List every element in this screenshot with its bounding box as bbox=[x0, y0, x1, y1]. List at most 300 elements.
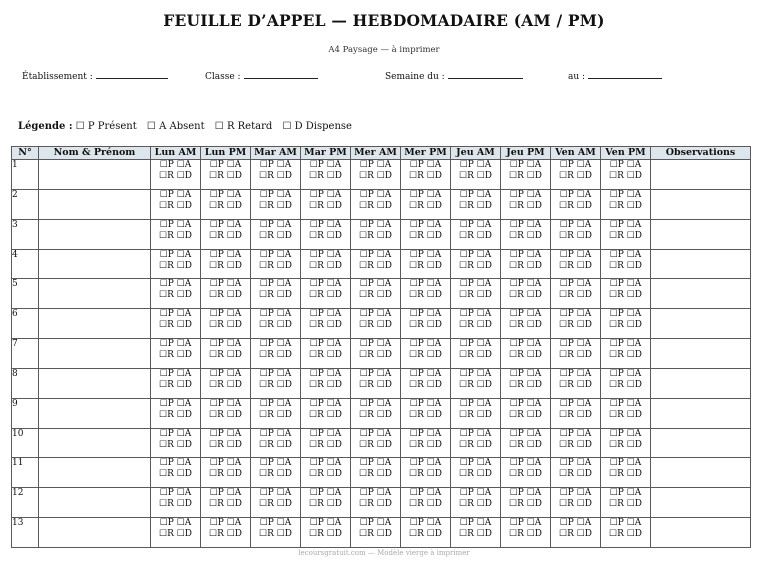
checkbox-line-pa[interactable]: ☐P ☐A bbox=[609, 398, 642, 409]
checkbox-line-pa[interactable]: ☐P ☐A bbox=[609, 458, 642, 469]
attendance-cell-mar-pm[interactable] bbox=[301, 488, 351, 518]
checkbox-line-pa[interactable]: ☐P ☐A bbox=[409, 279, 442, 290]
checkbox-line-rd[interactable]: ☐R ☐D bbox=[259, 409, 292, 420]
attendance-cell-mar-pm[interactable] bbox=[301, 458, 351, 488]
attendance-cell-ven-am[interactable] bbox=[551, 309, 601, 339]
checkbox-line-rd[interactable]: ☐R ☐D bbox=[359, 230, 392, 241]
checkbox-line-pa[interactable]: ☐P ☐A bbox=[359, 458, 392, 469]
checkbox-line-pa[interactable]: ☐P ☐A bbox=[409, 189, 442, 200]
checkbox-line-rd[interactable]: ☐R ☐D bbox=[159, 350, 192, 361]
checkbox-line-pa[interactable]: ☐P ☐A bbox=[259, 309, 292, 320]
attendance-cell-ven-pm[interactable] bbox=[601, 398, 651, 428]
attendance-cell-ven-pm[interactable] bbox=[601, 368, 651, 398]
checkbox-line-rd[interactable]: ☐R ☐D bbox=[309, 439, 342, 450]
attendance-cell-lun-am[interactable] bbox=[151, 279, 201, 309]
checkbox-line-rd[interactable]: ☐R ☐D bbox=[359, 469, 392, 480]
checkbox-line-pa[interactable]: ☐P ☐A bbox=[559, 249, 592, 260]
checkbox-line-pa[interactable]: ☐P ☐A bbox=[509, 428, 542, 439]
checkbox-line-rd[interactable]: ☐R ☐D bbox=[459, 171, 492, 181]
attendance-cell-mer-pm[interactable] bbox=[401, 279, 451, 309]
checkbox-line-rd[interactable]: ☐R ☐D bbox=[159, 439, 192, 450]
checkbox-line-rd[interactable]: ☐R ☐D bbox=[309, 200, 342, 211]
checkbox-line-rd[interactable]: ☐R ☐D bbox=[559, 499, 592, 510]
attendance-cell-jeu-am[interactable] bbox=[451, 428, 501, 458]
checkbox-line-rd[interactable]: ☐R ☐D bbox=[159, 529, 192, 540]
checkbox-line-rd[interactable]: ☐R ☐D bbox=[459, 469, 492, 480]
checkbox-line-pa[interactable]: ☐P ☐A bbox=[509, 279, 542, 290]
checkbox-line-pa[interactable]: ☐P ☐A bbox=[159, 339, 192, 350]
checkbox-line-pa[interactable]: ☐P ☐A bbox=[359, 189, 392, 200]
checkbox-line-rd[interactable]: ☐R ☐D bbox=[609, 320, 642, 331]
checkbox-line-pa[interactable]: ☐P ☐A bbox=[509, 160, 542, 170]
checkbox-line-pa[interactable]: ☐P ☐A bbox=[409, 339, 442, 350]
checkbox-line-rd[interactable]: ☐R ☐D bbox=[359, 439, 392, 450]
attendance-cell-mer-am[interactable] bbox=[351, 488, 401, 518]
checkbox-line-pa[interactable]: ☐P ☐A bbox=[509, 458, 542, 469]
checkbox-line-pa[interactable]: ☐P ☐A bbox=[559, 368, 592, 379]
checkbox-line-rd[interactable]: ☐R ☐D bbox=[359, 529, 392, 540]
attendance-cell-jeu-am[interactable] bbox=[451, 249, 501, 279]
attendance-cell-jeu-am[interactable] bbox=[451, 458, 501, 488]
attendance-cell-ven-pm[interactable] bbox=[601, 488, 651, 518]
checkbox-line-pa[interactable]: ☐P ☐A bbox=[309, 189, 342, 200]
attendance-cell-mer-am[interactable] bbox=[351, 458, 401, 488]
checkbox-line-pa[interactable]: ☐P ☐A bbox=[359, 428, 392, 439]
checkbox-line-rd[interactable]: ☐R ☐D bbox=[159, 320, 192, 331]
attendance-cell-mar-am[interactable] bbox=[251, 368, 301, 398]
attendance-cell-mer-am[interactable] bbox=[351, 309, 401, 339]
checkbox-line-pa[interactable]: ☐P ☐A bbox=[309, 398, 342, 409]
checkbox-line-pa[interactable]: ☐P ☐A bbox=[609, 339, 642, 350]
checkbox-line-pa[interactable]: ☐P ☐A bbox=[209, 398, 242, 409]
checkbox-line-rd[interactable]: ☐R ☐D bbox=[309, 171, 342, 181]
checkbox-line-pa[interactable]: ☐P ☐A bbox=[159, 219, 192, 230]
attendance-cell-ven-am[interactable] bbox=[551, 518, 601, 548]
checkbox-line-pa[interactable]: ☐P ☐A bbox=[459, 398, 492, 409]
checkbox-line-rd[interactable]: ☐R ☐D bbox=[259, 320, 292, 331]
attendance-cell-mer-am[interactable] bbox=[351, 279, 401, 309]
checkbox-line-pa[interactable]: ☐P ☐A bbox=[259, 249, 292, 260]
checkbox-line-rd[interactable]: ☐R ☐D bbox=[459, 290, 492, 301]
checkbox-line-rd[interactable]: ☐R ☐D bbox=[459, 260, 492, 271]
attendance-cell-jeu-am[interactable] bbox=[451, 368, 501, 398]
attendance-cell-jeu-pm[interactable] bbox=[501, 428, 551, 458]
attendance-cell-ven-pm[interactable] bbox=[601, 249, 651, 279]
checkbox-line-pa[interactable]: ☐P ☐A bbox=[409, 398, 442, 409]
attendance-cell-jeu-pm[interactable] bbox=[501, 249, 551, 279]
attendance-cell-mer-am[interactable] bbox=[351, 518, 401, 548]
attendance-cell-mer-am[interactable] bbox=[351, 219, 401, 249]
attendance-cell-jeu-pm[interactable] bbox=[501, 339, 551, 369]
checkbox-line-pa[interactable]: ☐P ☐A bbox=[359, 309, 392, 320]
attendance-cell-mer-pm[interactable] bbox=[401, 160, 451, 190]
checkbox-line-pa[interactable]: ☐P ☐A bbox=[159, 279, 192, 290]
attendance-cell-jeu-am[interactable] bbox=[451, 518, 501, 548]
checkbox-line-pa[interactable]: ☐P ☐A bbox=[259, 339, 292, 350]
checkbox-line-pa[interactable]: ☐P ☐A bbox=[609, 189, 642, 200]
checkbox-line-rd[interactable]: ☐R ☐D bbox=[359, 379, 392, 390]
checkbox-line-pa[interactable]: ☐P ☐A bbox=[609, 219, 642, 230]
checkbox-line-pa[interactable]: ☐P ☐A bbox=[509, 339, 542, 350]
checkbox-line-rd[interactable]: ☐R ☐D bbox=[609, 499, 642, 510]
checkbox-line-pa[interactable]: ☐P ☐A bbox=[209, 518, 242, 529]
attendance-cell-mer-pm[interactable] bbox=[401, 189, 451, 219]
checkbox-line-rd[interactable]: ☐R ☐D bbox=[609, 200, 642, 211]
attendance-cell-mar-am[interactable] bbox=[251, 309, 301, 339]
attendance-cell-jeu-am[interactable] bbox=[451, 309, 501, 339]
checkbox-line-pa[interactable]: ☐P ☐A bbox=[259, 458, 292, 469]
attendance-cell-ven-am[interactable] bbox=[551, 339, 601, 369]
checkbox-line-rd[interactable]: ☐R ☐D bbox=[509, 260, 542, 271]
attendance-cell-lun-am[interactable] bbox=[151, 398, 201, 428]
attendance-cell-mar-pm[interactable] bbox=[301, 339, 351, 369]
checkbox-line-rd[interactable]: ☐R ☐D bbox=[509, 320, 542, 331]
checkbox-line-rd[interactable]: ☐R ☐D bbox=[559, 379, 592, 390]
attendance-cell-jeu-am[interactable] bbox=[451, 279, 501, 309]
checkbox-line-rd[interactable]: ☐R ☐D bbox=[509, 499, 542, 510]
attendance-cell-ven-am[interactable] bbox=[551, 428, 601, 458]
checkbox-line-pa[interactable]: ☐P ☐A bbox=[459, 249, 492, 260]
checkbox-line-pa[interactable]: ☐P ☐A bbox=[559, 309, 592, 320]
attendance-cell-mer-pm[interactable] bbox=[401, 488, 451, 518]
checkbox-line-pa[interactable]: ☐P ☐A bbox=[159, 160, 192, 170]
checkbox-line-rd[interactable]: ☐R ☐D bbox=[409, 379, 442, 390]
attendance-cell-mer-am[interactable] bbox=[351, 339, 401, 369]
checkbox-line-pa[interactable]: ☐P ☐A bbox=[459, 160, 492, 170]
checkbox-line-rd[interactable]: ☐R ☐D bbox=[309, 469, 342, 480]
checkbox-line-rd[interactable]: ☐R ☐D bbox=[609, 469, 642, 480]
checkbox-line-pa[interactable]: ☐P ☐A bbox=[309, 518, 342, 529]
checkbox-line-rd[interactable]: ☐R ☐D bbox=[409, 439, 442, 450]
attendance-cell-jeu-am[interactable] bbox=[451, 219, 501, 249]
attendance-cell-ven-am[interactable] bbox=[551, 368, 601, 398]
checkbox-line-rd[interactable]: ☐R ☐D bbox=[609, 260, 642, 271]
checkbox-line-rd[interactable]: ☐R ☐D bbox=[609, 171, 642, 181]
checkbox-line-rd[interactable]: ☐R ☐D bbox=[609, 290, 642, 301]
checkbox-line-rd[interactable]: ☐R ☐D bbox=[359, 320, 392, 331]
checkbox-line-pa[interactable]: ☐P ☐A bbox=[409, 428, 442, 439]
attendance-cell-lun-am[interactable] bbox=[151, 309, 201, 339]
checkbox-line-pa[interactable]: ☐P ☐A bbox=[159, 368, 192, 379]
checkbox-line-rd[interactable]: ☐R ☐D bbox=[209, 469, 242, 480]
checkbox-line-rd[interactable]: ☐R ☐D bbox=[159, 379, 192, 390]
attendance-cell-lun-pm[interactable] bbox=[201, 398, 251, 428]
attendance-cell-lun-pm[interactable] bbox=[201, 339, 251, 369]
checkbox-line-rd[interactable]: ☐R ☐D bbox=[459, 230, 492, 241]
checkbox-line-pa[interactable]: ☐P ☐A bbox=[159, 488, 192, 499]
checkbox-line-rd[interactable]: ☐R ☐D bbox=[609, 230, 642, 241]
checkbox-line-pa[interactable]: ☐P ☐A bbox=[209, 219, 242, 230]
attendance-cell-mer-pm[interactable] bbox=[401, 368, 451, 398]
checkbox-line-rd[interactable]: ☐R ☐D bbox=[209, 320, 242, 331]
checkbox-line-rd[interactable]: ☐R ☐D bbox=[559, 290, 592, 301]
attendance-cell-mer-pm[interactable] bbox=[401, 219, 451, 249]
attendance-cell-jeu-pm[interactable] bbox=[501, 160, 551, 190]
attendance-cell-lun-am[interactable] bbox=[151, 488, 201, 518]
checkbox-line-rd[interactable]: ☐R ☐D bbox=[409, 469, 442, 480]
attendance-cell-mar-pm[interactable] bbox=[301, 189, 351, 219]
attendance-cell-mar-am[interactable] bbox=[251, 189, 301, 219]
checkbox-line-pa[interactable]: ☐P ☐A bbox=[459, 518, 492, 529]
checkbox-line-rd[interactable]: ☐R ☐D bbox=[359, 200, 392, 211]
checkbox-line-rd[interactable]: ☐R ☐D bbox=[209, 439, 242, 450]
checkbox-line-pa[interactable]: ☐P ☐A bbox=[509, 219, 542, 230]
attendance-cell-ven-pm[interactable] bbox=[601, 428, 651, 458]
checkbox-line-pa[interactable]: ☐P ☐A bbox=[259, 189, 292, 200]
checkbox-line-rd[interactable]: ☐R ☐D bbox=[509, 350, 542, 361]
checkbox-line-pa[interactable]: ☐P ☐A bbox=[359, 249, 392, 260]
checkbox-line-rd[interactable]: ☐R ☐D bbox=[309, 260, 342, 271]
attendance-cell-jeu-pm[interactable] bbox=[501, 309, 551, 339]
checkbox-line-rd[interactable]: ☐R ☐D bbox=[159, 200, 192, 211]
attendance-cell-ven-pm[interactable] bbox=[601, 219, 651, 249]
checkbox-line-rd[interactable]: ☐R ☐D bbox=[559, 350, 592, 361]
checkbox-line-pa[interactable]: ☐P ☐A bbox=[209, 309, 242, 320]
attendance-cell-lun-am[interactable] bbox=[151, 368, 201, 398]
checkbox-line-rd[interactable]: ☐R ☐D bbox=[159, 260, 192, 271]
checkbox-line-pa[interactable]: ☐P ☐A bbox=[409, 249, 442, 260]
checkbox-line-rd[interactable]: ☐R ☐D bbox=[259, 469, 292, 480]
checkbox-line-pa[interactable]: ☐P ☐A bbox=[409, 160, 442, 170]
checkbox-line-pa[interactable]: ☐P ☐A bbox=[609, 160, 642, 170]
attendance-cell-lun-pm[interactable] bbox=[201, 279, 251, 309]
checkbox-line-rd[interactable]: ☐R ☐D bbox=[509, 469, 542, 480]
checkbox-line-rd[interactable]: ☐R ☐D bbox=[509, 230, 542, 241]
attendance-cell-mer-am[interactable] bbox=[351, 428, 401, 458]
checkbox-line-rd[interactable]: ☐R ☐D bbox=[359, 499, 392, 510]
checkbox-line-pa[interactable]: ☐P ☐A bbox=[559, 458, 592, 469]
attendance-cell-lun-am[interactable] bbox=[151, 518, 201, 548]
checkbox-line-rd[interactable]: ☐R ☐D bbox=[209, 529, 242, 540]
checkbox-line-rd[interactable]: ☐R ☐D bbox=[409, 529, 442, 540]
checkbox-line-rd[interactable]: ☐R ☐D bbox=[609, 350, 642, 361]
checkbox-line-pa[interactable]: ☐P ☐A bbox=[409, 458, 442, 469]
checkbox-line-pa[interactable]: ☐P ☐A bbox=[209, 368, 242, 379]
attendance-cell-lun-pm[interactable] bbox=[201, 189, 251, 219]
checkbox-line-pa[interactable]: ☐P ☐A bbox=[509, 309, 542, 320]
checkbox-line-rd[interactable]: ☐R ☐D bbox=[259, 379, 292, 390]
checkbox-line-pa[interactable]: ☐P ☐A bbox=[509, 398, 542, 409]
checkbox-line-pa[interactable]: ☐P ☐A bbox=[359, 368, 392, 379]
attendance-cell-jeu-pm[interactable] bbox=[501, 398, 551, 428]
checkbox-line-pa[interactable]: ☐P ☐A bbox=[459, 488, 492, 499]
checkbox-line-rd[interactable]: ☐R ☐D bbox=[359, 409, 392, 420]
checkbox-line-rd[interactable]: ☐R ☐D bbox=[159, 469, 192, 480]
checkbox-line-pa[interactable]: ☐P ☐A bbox=[459, 368, 492, 379]
checkbox-line-pa[interactable]: ☐P ☐A bbox=[209, 249, 242, 260]
checkbox-line-pa[interactable]: ☐P ☐A bbox=[609, 368, 642, 379]
checkbox-line-rd[interactable]: ☐R ☐D bbox=[259, 200, 292, 211]
checkbox-line-pa[interactable]: ☐P ☐A bbox=[209, 189, 242, 200]
attendance-cell-mar-pm[interactable] bbox=[301, 309, 351, 339]
checkbox-line-pa[interactable]: ☐P ☐A bbox=[309, 458, 342, 469]
checkbox-line-rd[interactable]: ☐R ☐D bbox=[559, 469, 592, 480]
attendance-cell-mar-pm[interactable] bbox=[301, 428, 351, 458]
attendance-cell-jeu-pm[interactable] bbox=[501, 518, 551, 548]
checkbox-line-rd[interactable]: ☐R ☐D bbox=[259, 499, 292, 510]
checkbox-line-rd[interactable]: ☐R ☐D bbox=[359, 260, 392, 271]
checkbox-line-pa[interactable]: ☐P ☐A bbox=[259, 518, 292, 529]
checkbox-line-rd[interactable]: ☐R ☐D bbox=[409, 409, 442, 420]
checkbox-line-rd[interactable]: ☐R ☐D bbox=[309, 499, 342, 510]
attendance-cell-mer-pm[interactable] bbox=[401, 339, 451, 369]
attendance-cell-mar-am[interactable] bbox=[251, 160, 301, 190]
checkbox-line-pa[interactable]: ☐P ☐A bbox=[209, 339, 242, 350]
checkbox-line-pa[interactable]: ☐P ☐A bbox=[409, 518, 442, 529]
checkbox-line-pa[interactable]: ☐P ☐A bbox=[559, 279, 592, 290]
attendance-cell-mar-pm[interactable] bbox=[301, 160, 351, 190]
checkbox-line-rd[interactable]: ☐R ☐D bbox=[509, 529, 542, 540]
checkbox-line-pa[interactable]: ☐P ☐A bbox=[609, 279, 642, 290]
attendance-cell-ven-am[interactable] bbox=[551, 219, 601, 249]
attendance-cell-lun-pm[interactable] bbox=[201, 488, 251, 518]
checkbox-line-pa[interactable]: ☐P ☐A bbox=[159, 458, 192, 469]
checkbox-line-rd[interactable]: ☐R ☐D bbox=[259, 439, 292, 450]
attendance-cell-jeu-am[interactable] bbox=[451, 189, 501, 219]
attendance-cell-jeu-pm[interactable] bbox=[501, 368, 551, 398]
checkbox-line-pa[interactable]: ☐P ☐A bbox=[309, 309, 342, 320]
checkbox-line-rd[interactable]: ☐R ☐D bbox=[409, 200, 442, 211]
attendance-cell-mer-pm[interactable] bbox=[401, 249, 451, 279]
attendance-cell-lun-am[interactable] bbox=[151, 160, 201, 190]
checkbox-line-pa[interactable]: ☐P ☐A bbox=[559, 219, 592, 230]
attendance-cell-ven-am[interactable] bbox=[551, 249, 601, 279]
attendance-cell-mer-am[interactable] bbox=[351, 249, 401, 279]
checkbox-line-rd[interactable]: ☐R ☐D bbox=[159, 171, 192, 181]
checkbox-line-pa[interactable]: ☐P ☐A bbox=[259, 488, 292, 499]
checkbox-line-rd[interactable]: ☐R ☐D bbox=[559, 230, 592, 241]
checkbox-line-rd[interactable]: ☐R ☐D bbox=[209, 499, 242, 510]
checkbox-line-pa[interactable]: ☐P ☐A bbox=[509, 189, 542, 200]
checkbox-line-pa[interactable]: ☐P ☐A bbox=[159, 398, 192, 409]
checkbox-line-pa[interactable]: ☐P ☐A bbox=[509, 368, 542, 379]
checkbox-line-rd[interactable]: ☐R ☐D bbox=[459, 379, 492, 390]
attendance-cell-mar-am[interactable] bbox=[251, 279, 301, 309]
checkbox-line-rd[interactable]: ☐R ☐D bbox=[209, 290, 242, 301]
attendance-cell-ven-pm[interactable] bbox=[601, 518, 651, 548]
checkbox-line-pa[interactable]: ☐P ☐A bbox=[359, 279, 392, 290]
checkbox-line-rd[interactable]: ☐R ☐D bbox=[409, 350, 442, 361]
checkbox-line-pa[interactable]: ☐P ☐A bbox=[309, 428, 342, 439]
checkbox-line-pa[interactable]: ☐P ☐A bbox=[259, 279, 292, 290]
checkbox-line-rd[interactable]: ☐R ☐D bbox=[309, 409, 342, 420]
checkbox-line-pa[interactable]: ☐P ☐A bbox=[259, 219, 292, 230]
checkbox-line-pa[interactable]: ☐P ☐A bbox=[609, 488, 642, 499]
checkbox-line-rd[interactable]: ☐R ☐D bbox=[609, 379, 642, 390]
checkbox-line-pa[interactable]: ☐P ☐A bbox=[209, 160, 242, 170]
checkbox-line-pa[interactable]: ☐P ☐A bbox=[509, 249, 542, 260]
checkbox-line-rd[interactable]: ☐R ☐D bbox=[459, 320, 492, 331]
attendance-cell-mar-pm[interactable] bbox=[301, 398, 351, 428]
attendance-cell-mar-am[interactable] bbox=[251, 488, 301, 518]
checkbox-line-rd[interactable]: ☐R ☐D bbox=[359, 171, 392, 181]
checkbox-line-pa[interactable]: ☐P ☐A bbox=[559, 488, 592, 499]
attendance-cell-mer-pm[interactable] bbox=[401, 458, 451, 488]
checkbox-line-rd[interactable]: ☐R ☐D bbox=[159, 230, 192, 241]
checkbox-line-rd[interactable]: ☐R ☐D bbox=[409, 499, 442, 510]
checkbox-line-pa[interactable]: ☐P ☐A bbox=[359, 219, 392, 230]
checkbox-line-rd[interactable]: ☐R ☐D bbox=[559, 260, 592, 271]
attendance-cell-lun-pm[interactable] bbox=[201, 428, 251, 458]
attendance-cell-lun-am[interactable] bbox=[151, 219, 201, 249]
checkbox-line-pa[interactable]: ☐P ☐A bbox=[359, 339, 392, 350]
attendance-cell-ven-am[interactable] bbox=[551, 458, 601, 488]
attendance-cell-jeu-pm[interactable] bbox=[501, 488, 551, 518]
checkbox-line-rd[interactable]: ☐R ☐D bbox=[209, 230, 242, 241]
checkbox-line-rd[interactable]: ☐R ☐D bbox=[409, 171, 442, 181]
checkbox-line-pa[interactable]: ☐P ☐A bbox=[509, 518, 542, 529]
attendance-cell-mer-am[interactable] bbox=[351, 368, 401, 398]
checkbox-line-pa[interactable]: ☐P ☐A bbox=[159, 518, 192, 529]
attendance-cell-mar-am[interactable] bbox=[251, 249, 301, 279]
checkbox-line-pa[interactable]: ☐P ☐A bbox=[559, 428, 592, 439]
checkbox-line-pa[interactable]: ☐P ☐A bbox=[459, 458, 492, 469]
checkbox-line-rd[interactable]: ☐R ☐D bbox=[159, 499, 192, 510]
checkbox-line-rd[interactable]: ☐R ☐D bbox=[509, 409, 542, 420]
attendance-cell-lun-am[interactable] bbox=[151, 458, 201, 488]
checkbox-line-rd[interactable]: ☐R ☐D bbox=[409, 320, 442, 331]
checkbox-line-rd[interactable]: ☐R ☐D bbox=[559, 439, 592, 450]
checkbox-line-pa[interactable]: ☐P ☐A bbox=[409, 309, 442, 320]
attendance-cell-mar-am[interactable] bbox=[251, 339, 301, 369]
checkbox-line-rd[interactable]: ☐R ☐D bbox=[259, 230, 292, 241]
attendance-cell-jeu-am[interactable] bbox=[451, 160, 501, 190]
checkbox-line-rd[interactable]: ☐R ☐D bbox=[409, 230, 442, 241]
attendance-cell-lun-am[interactable] bbox=[151, 428, 201, 458]
checkbox-line-rd[interactable]: ☐R ☐D bbox=[459, 529, 492, 540]
checkbox-line-rd[interactable]: ☐R ☐D bbox=[309, 230, 342, 241]
checkbox-line-rd[interactable]: ☐R ☐D bbox=[559, 171, 592, 181]
checkbox-line-rd[interactable]: ☐R ☐D bbox=[459, 200, 492, 211]
checkbox-line-pa[interactable]: ☐P ☐A bbox=[209, 458, 242, 469]
checkbox-line-pa[interactable]: ☐P ☐A bbox=[209, 488, 242, 499]
checkbox-line-rd[interactable]: ☐R ☐D bbox=[459, 499, 492, 510]
attendance-cell-ven-pm[interactable] bbox=[601, 458, 651, 488]
checkbox-line-pa[interactable]: ☐P ☐A bbox=[609, 518, 642, 529]
checkbox-line-pa[interactable]: ☐P ☐A bbox=[159, 189, 192, 200]
attendance-cell-jeu-am[interactable] bbox=[451, 339, 501, 369]
checkbox-line-rd[interactable]: ☐R ☐D bbox=[509, 439, 542, 450]
attendance-cell-mer-am[interactable] bbox=[351, 398, 401, 428]
checkbox-line-rd[interactable]: ☐R ☐D bbox=[459, 409, 492, 420]
checkbox-line-rd[interactable]: ☐R ☐D bbox=[309, 320, 342, 331]
checkbox-line-rd[interactable]: ☐R ☐D bbox=[159, 290, 192, 301]
checkbox-line-rd[interactable]: ☐R ☐D bbox=[359, 290, 392, 301]
attendance-cell-jeu-am[interactable] bbox=[451, 398, 501, 428]
checkbox-line-rd[interactable]: ☐R ☐D bbox=[459, 350, 492, 361]
checkbox-line-rd[interactable]: ☐R ☐D bbox=[609, 529, 642, 540]
attendance-cell-lun-pm[interactable] bbox=[201, 160, 251, 190]
checkbox-line-rd[interactable]: ☐R ☐D bbox=[209, 200, 242, 211]
checkbox-line-pa[interactable]: ☐P ☐A bbox=[559, 160, 592, 170]
checkbox-line-pa[interactable]: ☐P ☐A bbox=[309, 160, 342, 170]
checkbox-line-pa[interactable]: ☐P ☐A bbox=[459, 428, 492, 439]
attendance-cell-mer-pm[interactable] bbox=[401, 428, 451, 458]
checkbox-line-rd[interactable]: ☐R ☐D bbox=[509, 171, 542, 181]
attendance-cell-jeu-am[interactable] bbox=[451, 488, 501, 518]
checkbox-line-pa[interactable]: ☐P ☐A bbox=[259, 160, 292, 170]
checkbox-line-rd[interactable]: ☐R ☐D bbox=[359, 350, 392, 361]
checkbox-line-rd[interactable]: ☐R ☐D bbox=[609, 409, 642, 420]
checkbox-line-pa[interactable]: ☐P ☐A bbox=[609, 249, 642, 260]
checkbox-line-rd[interactable]: ☐R ☐D bbox=[309, 290, 342, 301]
attendance-cell-ven-am[interactable] bbox=[551, 398, 601, 428]
attendance-cell-mer-pm[interactable] bbox=[401, 398, 451, 428]
attendance-cell-lun-am[interactable] bbox=[151, 249, 201, 279]
checkbox-line-rd[interactable]: ☐R ☐D bbox=[209, 409, 242, 420]
checkbox-line-pa[interactable]: ☐P ☐A bbox=[359, 160, 392, 170]
checkbox-line-pa[interactable]: ☐P ☐A bbox=[459, 279, 492, 290]
